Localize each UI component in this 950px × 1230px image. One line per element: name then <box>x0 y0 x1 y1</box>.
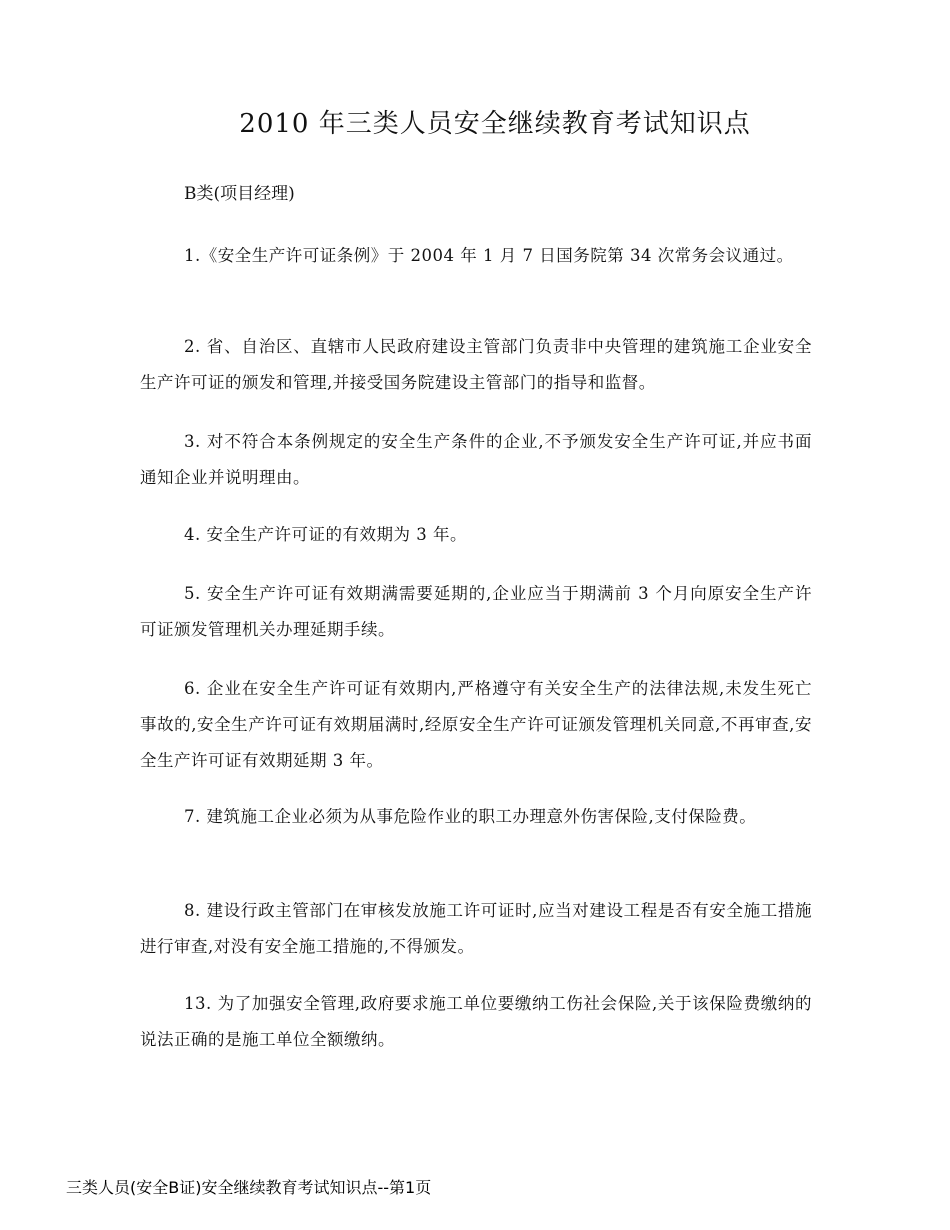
knowledge-point-6: 6. 企业在安全生产许可证有效期内,严格遵守有关安全生产的法律法规,未发生死亡事故的,安全生产许可证有效期届满时,经原安全生产许可证颁发管理机关同意,不再审查,安全生产许可证有效期延期 3 年。 <box>140 679 812 770</box>
knowledge-point-5: 5. 安全生产许可证有效期满需要延期的,企业应当于期满前 3 个月向原安全生产许可证颁发管理机关办理延期手续。 <box>140 584 812 639</box>
knowledge-point-1: 1.《安全生产许可证条例》于 2004 年 1 月 7 日国务院第 34 次常务会议通过。 <box>184 246 794 265</box>
knowledge-point-13: 13. 为了加强安全管理,政府要求施工单位要缴纳工伤社会保险,关于该保险费缴纳的说法正确的是施工单位全额缴纳。 <box>140 994 812 1049</box>
page-footer: 三类人员(安全B证)安全继续教育考试知识点--第1页 <box>66 1178 432 1197</box>
knowledge-point-8: 8. 建设行政主管部门在审核发放施工许可证时,应当对建设工程是否有安全施工措施进行审查,对没有安全施工措施的,不得颁发。 <box>140 901 812 956</box>
knowledge-point-4: 4. 安全生产许可证的有效期为 3 年。 <box>184 525 467 544</box>
knowledge-point-7: 7. 建筑施工企业必须为从事危险作业的职工办理意外伤害保险,支付保险费。 <box>184 807 757 826</box>
knowledge-point-2: 2. 省、自治区、直辖市人民政府建设主管部门负责非中央管理的建筑施工企业安全生产许可证的颁发和管理,并接受国务院建设主管部门的指导和监督。 <box>140 337 812 392</box>
document-subtitle: B类(项目经理) <box>184 184 295 204</box>
knowledge-point-3: 3. 对不符合本条例规定的安全生产条件的企业,不予颁发安全生产许可证,并应书面通知企业并说明理由。 <box>140 432 812 487</box>
document-title: 2010 年三类人员安全继续教育考试知识点 <box>239 109 751 139</box>
